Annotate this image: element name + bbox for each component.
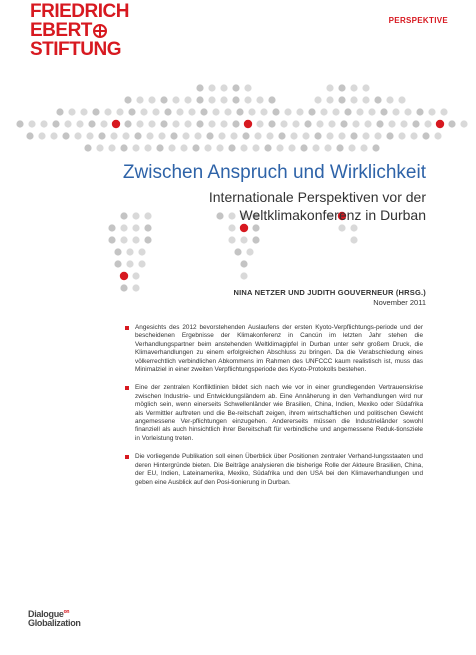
map-dot [196,120,203,127]
category-label: PERSPEKTIVE [388,16,448,25]
map-dot [220,84,227,91]
map-dot [208,84,215,91]
map-dot [368,108,375,115]
map-dot [348,144,355,151]
map-dot [98,132,105,139]
map-dot [276,144,283,151]
map-dot [256,96,263,103]
map-dot [356,108,363,115]
map-dot [220,120,227,127]
map-dot [148,120,155,127]
map-dot [256,120,263,127]
logo-ebert-text: EBERT [30,20,92,41]
map-dot [326,84,333,91]
map-dot [172,96,179,103]
map-dot [362,96,369,103]
subtitle-line-2: Weltklimakonferenz in Durban [239,207,426,223]
map-dot [338,84,345,91]
map-dot [386,96,393,103]
map-dot [228,224,235,231]
map-dot [206,132,213,139]
map-dot [74,132,81,139]
authors: NINA NETZER UND JUDITH GOUVERNEUR (HRSG.) [233,288,426,297]
map-dot [224,108,231,115]
map-dot [170,132,177,139]
map-dot [68,108,75,115]
map-dot [264,144,271,151]
map-dot [80,108,87,115]
map-dot [212,108,219,115]
map-dot [398,132,405,139]
map-dot [374,96,381,103]
document-title: Zwischen Anspruch und Wirklichkeit [122,162,426,183]
map-dot [144,224,151,231]
map-dot [268,96,275,103]
map-dot [144,236,151,243]
map-dot [134,132,141,139]
bullet-item [125,324,423,374]
map-dot [374,132,381,139]
map-dot [240,236,247,243]
map-dot [338,132,345,139]
map-dot [120,144,127,151]
map-dot [132,144,139,151]
map-dot [448,120,455,127]
map-dot [312,144,319,151]
map-dot [148,96,155,103]
map-dot [208,96,215,103]
document-subtitle [209,188,426,224]
map-dot [424,120,431,127]
map-dot [362,84,369,91]
map-dot [304,120,311,127]
publication-date: November 2011 [373,298,426,307]
map-dot [228,236,235,243]
map-dot [350,84,357,91]
map-dot [84,144,91,151]
map-dot-highlight [120,272,128,280]
map-dot [248,108,255,115]
map-dot [372,144,379,151]
map-dot [440,108,447,115]
map-dot [240,144,247,151]
map-dot [132,212,139,219]
map-dot [168,144,175,151]
map-dot [124,96,131,103]
map-dot-highlight [436,120,444,128]
map-dot [326,132,333,139]
map-dot [232,84,239,91]
map-dot [138,260,145,267]
map-dot [278,132,285,139]
map-dot [416,108,423,115]
map-dot [116,108,123,115]
map-dot [152,108,159,115]
map-dot [196,84,203,91]
map-dot [272,108,279,115]
map-dot [86,132,93,139]
map-dot [362,132,369,139]
map-dot [120,212,127,219]
map-dot [220,96,227,103]
map-dot [108,236,115,243]
footer-logo-line-1: Dialogue [28,609,64,619]
map-dot [88,120,95,127]
map-dot [144,212,151,219]
map-dot [164,108,171,115]
map-dot [92,108,99,115]
map-dot [52,120,59,127]
map-dot [350,224,357,231]
map-dot [428,108,435,115]
map-dot [160,96,167,103]
map-dot [184,96,191,103]
map-dot [76,120,83,127]
map-dot [350,236,357,243]
map-dot-highlight [244,120,252,128]
map-dot [260,108,267,115]
map-dot [196,96,203,103]
map-dot [62,132,69,139]
map-dot [380,108,387,115]
map-dot [126,248,133,255]
map-dot [128,108,135,115]
map-dot [412,120,419,127]
dialogue-on-globalization-logo [28,609,98,628]
map-dot [404,108,411,115]
map-dot [240,272,247,279]
map-dot [108,224,115,231]
map-dot [40,120,47,127]
bullet-text: Die vorliegende Publikation soll einen Überblick über Positionen zentraler Verhand-lungsstaaten und deren Hintergründe bieten. Die Beiträge analysieren die bisherige Rolle der Akteure Brasilien, China, der EU, Indien, Lateinamerika, Mexiko, Südafrika und den USA bei den Klimaverhandlungen und geben eine Ausblick auf den Posi-tionierung in Durban. [135,453,423,486]
map-dot [246,248,253,255]
map-dot [64,120,71,127]
map-dot [324,144,331,151]
map-dot [204,144,211,151]
map-dot [376,120,383,127]
map-dot [266,132,273,139]
footer-logo-line-2: Globalization [28,618,81,628]
bullet-item [125,384,423,443]
bullet-text: Eine der zentralen Konfliktlinien bildet sich nach wie vor in einer grundlegenden Vertrauenskrise zwischen Industrie- und Entwicklungsländern ab. Eine Annäherung in den Verhandlungen wird nur möglich sein, wenn einerseits Schwellenländer wie Brasilien, China, Indien, Mexiko oder Südafrika als Vermittler auftreten und die Be-reitschaft zeigen, ihrem wirtschaftlichen und politischen Gewicht angemessene Ver-pflichtungen einzugehen. Andererseits müssen die Industrieländer sowohl finanziell als auch hinsichtlich ihrer Bereitschaft für verbindliche und angemessene Reduk-tionsziele in Vorleistung treten. [135,384,423,442]
map-dot [176,108,183,115]
map-dot [144,144,151,151]
map-dot [100,120,107,127]
map-dot [26,132,33,139]
map-dot [338,96,345,103]
map-dot [392,108,399,115]
map-dot [244,96,251,103]
map-dot [38,132,45,139]
bullet-square-icon [125,386,129,390]
map-dot [388,120,395,127]
map-dot-highlight [112,120,120,128]
map-dot [180,144,187,151]
map-dot [216,144,223,151]
map-dot [124,120,131,127]
map-dot [182,132,189,139]
bullet-text: Angesichts des 2012 bevorstehenden Auslaufens der ersten Kyoto-Verpflichtungs-periode und der bescheidenen Ergebnisse der Klimakonferenz in Cancún im letzten Jahr stehen die Verhandlungspartner beim anstehenden Weltklimagipfel in Durban unter sehr großem Druck, die Klimaverhandlungen zu einem erfolgreichen Abschluss zu bringen. Da die Verabschiedung eines völkerrechtlich verbindlichen Abkommens im Rahmen des UNFCCC kaum realistisch ist, muss das Minimalziel in einer zweiten Verpflichtungsperiode des Kyoto-Protokolls bestehen. [135,324,423,374]
map-dot [410,132,417,139]
map-dot [400,120,407,127]
bullet-item [125,453,423,487]
map-dot [350,96,357,103]
map-dot [194,132,201,139]
map-dot [422,132,429,139]
map-dot [56,108,63,115]
map-dot [252,236,259,243]
map-dot [140,108,147,115]
map-dot [208,120,215,127]
map-dot [108,144,115,151]
map-dot [228,144,235,151]
map-dot [192,144,199,151]
map-dot [338,224,345,231]
map-dot [292,120,299,127]
footer-logo-on: on [63,609,70,615]
map-dot [242,132,249,139]
map-dot [296,108,303,115]
bullet-square-icon [125,326,129,330]
map-dot [114,260,121,267]
map-dot [138,248,145,255]
logo-line-3: STIFTUNG [30,39,121,60]
map-dot [110,132,117,139]
map-dot [398,96,405,103]
map-dot [252,224,259,231]
map-dot [184,120,191,127]
map-dot [188,108,195,115]
map-dot [132,284,139,291]
map-dot [120,224,127,231]
fes-logo [30,2,140,59]
map-dot [230,132,237,139]
map-dot-highlight [240,224,248,232]
map-dot [122,132,129,139]
map-dot [280,120,287,127]
map-dot [308,108,315,115]
map-dot [288,144,295,151]
map-dot [218,132,225,139]
subtitle-line-1: Internationale Perspektiven vor der [208,189,426,205]
map-dot [50,132,57,139]
map-dot [332,108,339,115]
map-dot [336,144,343,151]
map-dot [320,108,327,115]
map-dot [158,132,165,139]
map-dot [126,260,133,267]
logo-line-1: FRIEDRICH [30,1,129,22]
map-dot [302,132,309,139]
map-dot [120,284,127,291]
map-dot [314,96,321,103]
map-dot [328,120,335,127]
map-dot [344,108,351,115]
globe-icon [93,24,107,38]
map-dot [326,96,333,103]
map-dot [244,84,251,91]
map-dot [314,132,321,139]
map-dot [364,120,371,127]
bullet-square-icon [125,455,129,459]
map-dot [386,132,393,139]
map-dot [236,108,243,115]
map-dot [300,144,307,151]
map-dot [132,224,139,231]
map-dot [350,132,357,139]
map-dot [460,120,467,127]
map-dot [290,132,297,139]
map-dot [136,120,143,127]
map-dot [284,108,291,115]
map-dot [146,132,153,139]
map-dot [160,120,167,127]
logo-line-2 [30,21,140,40]
map-dot [340,120,347,127]
map-dot [240,260,247,267]
map-dot [136,96,143,103]
map-dot [252,144,259,151]
map-dot [156,144,163,151]
map-dot [114,248,121,255]
summary-bullets [125,324,423,497]
map-dot [360,144,367,151]
map-dot [232,96,239,103]
map-dot [120,236,127,243]
map-dot [28,120,35,127]
map-dot [232,120,239,127]
map-dot [234,248,241,255]
map-dot [352,120,359,127]
map-dot [268,120,275,127]
map-dot [132,272,139,279]
map-dot [316,120,323,127]
map-dot [104,108,111,115]
map-dot [254,132,261,139]
map-dot [16,120,23,127]
map-dot [434,132,441,139]
map-dot [172,120,179,127]
map-dot [132,236,139,243]
map-dot [200,108,207,115]
map-dot [96,144,103,151]
